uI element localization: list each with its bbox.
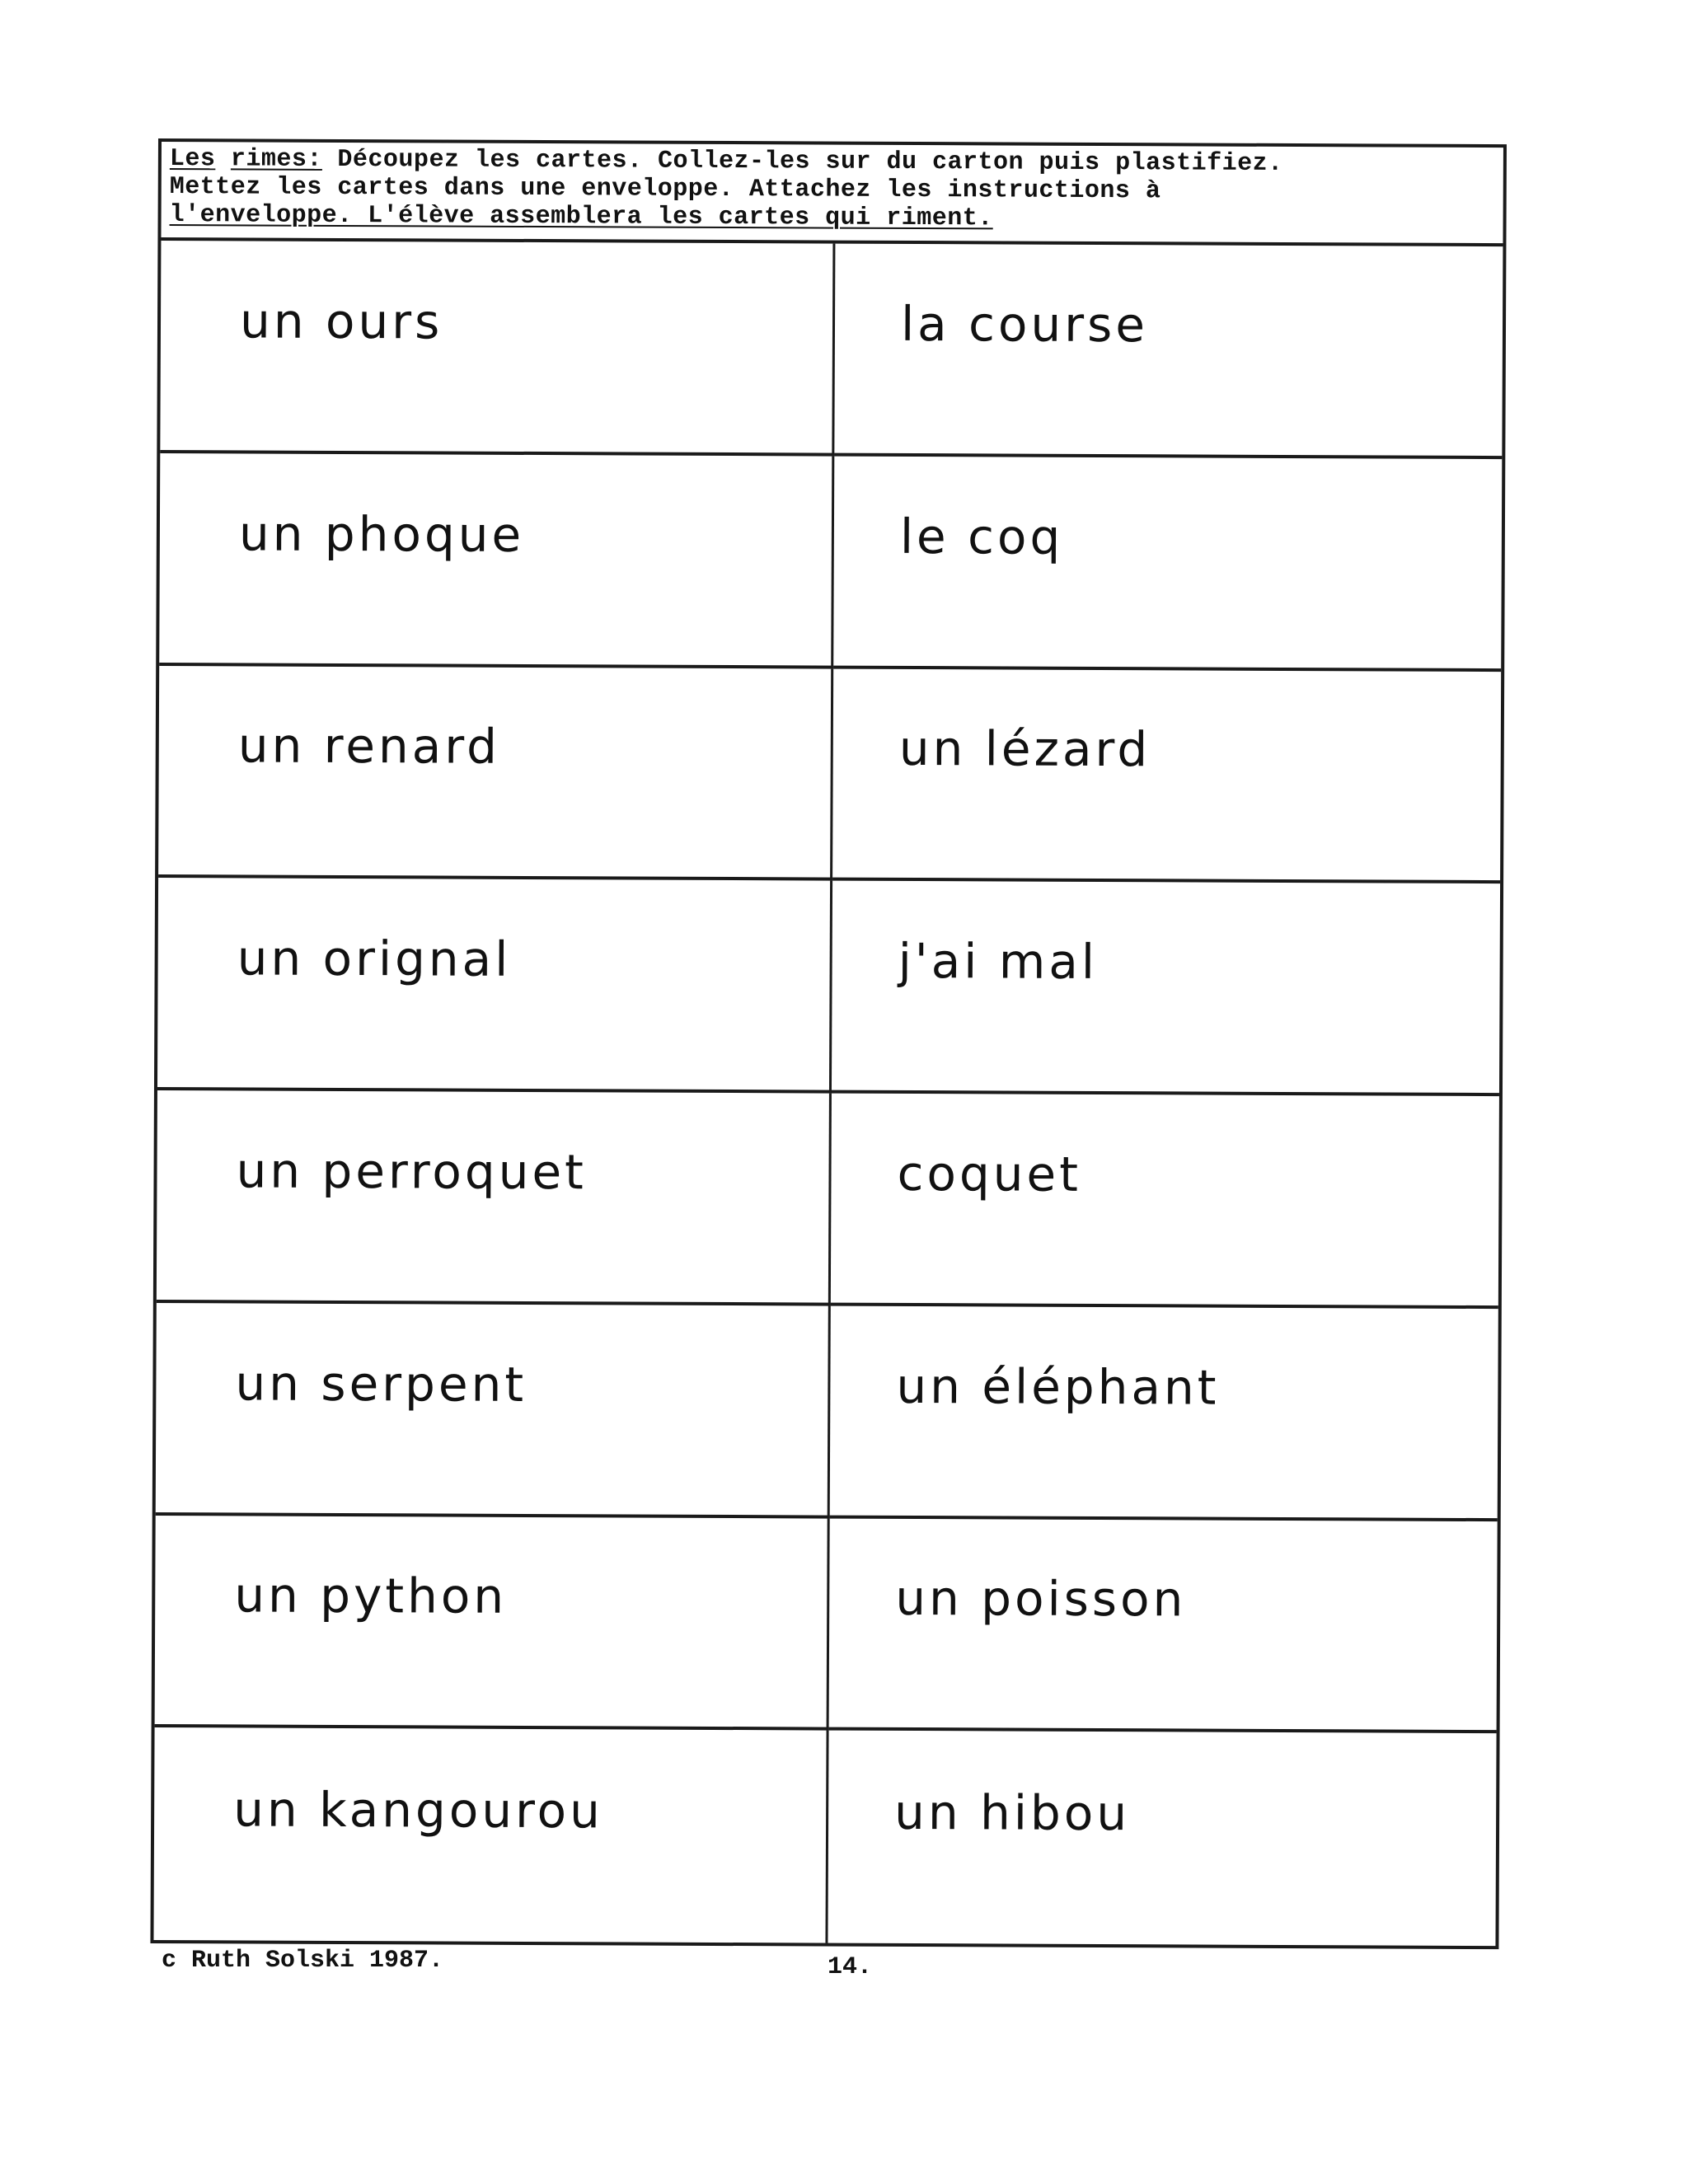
card-right-1: la course xyxy=(834,244,1503,459)
card-left-8: un kangourou xyxy=(153,1727,828,1943)
card-right-7: un poisson xyxy=(829,1518,1498,1733)
instructions-box xyxy=(161,142,1503,246)
title-word-les: Les xyxy=(169,145,216,174)
page-number: 14. xyxy=(828,1953,873,1981)
card-right-2: le coq xyxy=(833,456,1502,671)
instructions-line-3-text: l'enveloppe. L'élève assemblera les cartes qui riment. xyxy=(169,201,993,233)
card-left-2: un phoque xyxy=(159,453,834,668)
card-left-7: un python xyxy=(155,1516,830,1731)
card-right-4: j'ai mal xyxy=(832,881,1500,1096)
rhyme-cards-sheet xyxy=(150,138,1507,1949)
card-left-6: un serpent xyxy=(156,1303,831,1518)
card-left-1: un ours xyxy=(160,241,835,456)
card-right-5: coquet xyxy=(831,1094,1499,1309)
card-grid xyxy=(153,241,1503,1946)
card-left-4: un orignal xyxy=(157,878,832,1093)
copyright-footer: c Ruth Solski 1987. xyxy=(162,1947,444,1975)
instructions-line-2: Mettez les cartes dans une enveloppe. Attachez les instructions à xyxy=(169,173,1161,206)
instructions-line-1-text: Découpez les cartes. Collez-les sur du carton puis plastifiez. xyxy=(321,145,1283,178)
card-left-5: un perroquet xyxy=(157,1090,832,1305)
card-left-3: un renard xyxy=(158,666,833,881)
card-right-6: un éléphant xyxy=(830,1305,1498,1521)
title-word-rimes: rimes: xyxy=(230,145,323,174)
card-right-8: un hibou xyxy=(893,1784,1131,1842)
instructions-line-3 xyxy=(170,201,1495,235)
card-right-3: un lézard xyxy=(832,668,1501,883)
